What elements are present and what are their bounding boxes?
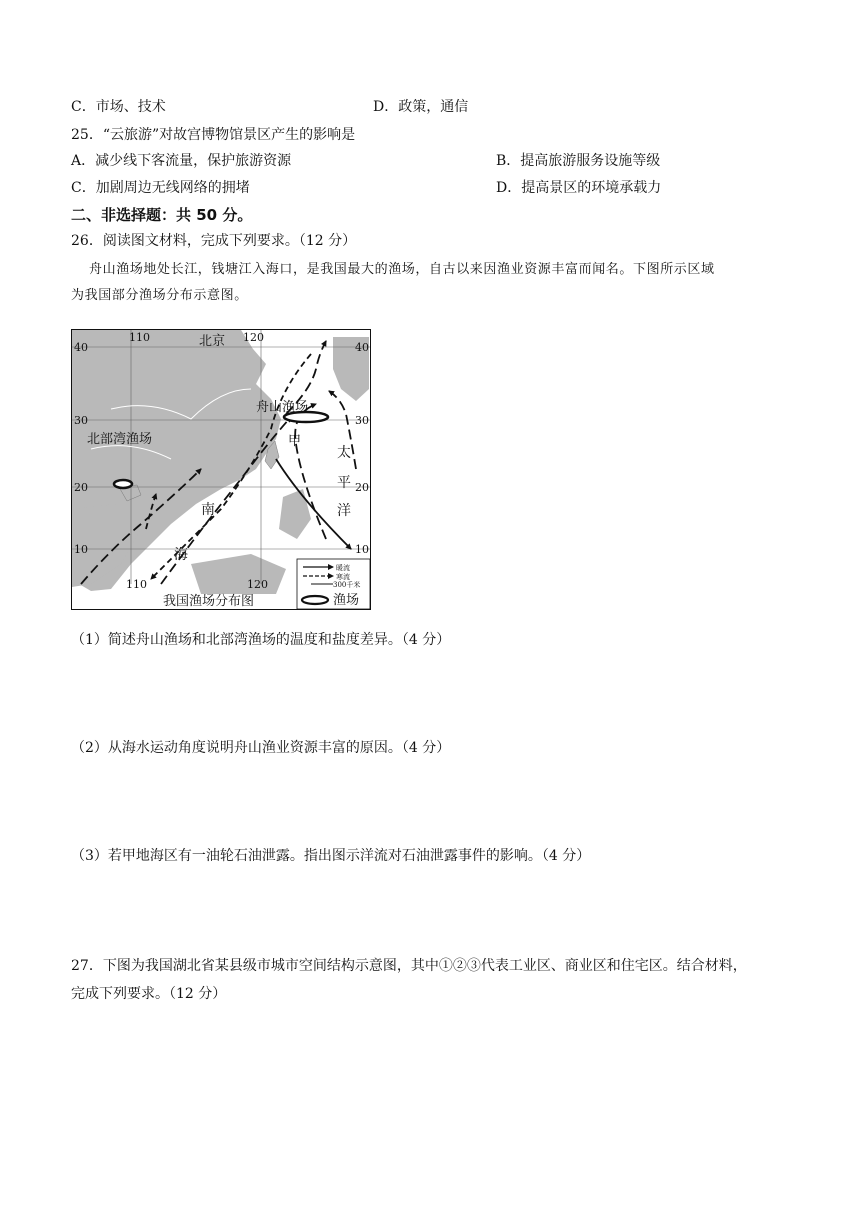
lat-label-10-left: 10 [74,543,88,556]
q26-subquestion-2: （2）从海水运动角度说明舟山渔业资源丰富的原因。（4 分） [71,740,451,756]
q24-option-c: C．市场、技术 [71,99,166,115]
lat-label-20-right: 20 [355,481,369,494]
q25-option-b: B．提高旅游服务设施等级 [496,153,661,169]
label-beijing: 北京 [199,334,226,349]
lat-label-30-left: 30 [74,414,88,427]
beibuwan-fishery-marker [114,480,132,488]
q26-material-line2: 为我国部分渔场分布示意图。 [71,288,248,303]
lon-label-110-bottom: 110 [126,578,147,591]
lat-label-40-right: 40 [355,341,369,354]
lat-label-10-right: 10 [355,543,369,556]
lat-label-20-left: 20 [74,481,88,494]
q27-stem-line2: 完成下列要求。（12 分） [71,986,227,1002]
q24-option-d: D．政策，通信 [373,99,469,115]
q26-stem: 26．阅读图文材料，完成下列要求。（12 分） [71,233,357,249]
map-caption: 我国渔场分布图 [163,594,255,609]
label-hai: 海 [174,547,188,563]
lat-label-30-right: 30 [355,414,369,427]
label-jia: 甲 [288,434,302,449]
lon-label-110-top: 110 [129,331,150,344]
label-zhoushan-fishery: 舟山渔场 [256,400,309,415]
q27-stem-line1: 27．下图为我国湖北省某县级市城市空间结构示意图，其中①②③代表工业区、商业区和住宅区。结合材料， [71,958,747,974]
legend-fishery-symbol [302,596,328,604]
fishery-map-figure [71,329,371,610]
q26-subquestion-1: （1）简述舟山渔场和北部湾渔场的温度和盐度差异。（4 分） [71,632,451,648]
q25-option-c: C．加剧周边无线网络的拥堵 [71,180,250,196]
section-heading: 二、非选择题：共 50 分。 [71,206,253,224]
q25-stem: 25．“云旅游”对故宫博物馆景区产生的影响是 [71,127,356,143]
label-beibuwan-fishery: 北部湾渔场 [87,432,153,447]
q25-option-a: A．减少线下客流量，保护旅游资源 [71,153,292,169]
legend-warm-label: 暖流 [336,564,350,572]
legend-scale-label: 300千米 [333,581,361,589]
label-yang: 洋 [337,503,351,519]
q26-material-line1: 舟山渔场地处长江，钱塘江入海口，是我国最大的渔场，自古以来因渔业资源丰富而闻名。下图所示区域 [89,262,715,277]
legend-cold-label: 寒流 [336,573,350,581]
fishery-map [71,329,371,610]
label-nan: 南 [201,502,215,518]
legend-fishery-label: 渔场 [333,593,360,608]
q26-subquestion-3: （3）若甲地海区有一油轮石油泄露。指出图示洋流对石油泄露事件的影响。（4 分） [71,848,591,864]
q25-option-d: D．提高景区的环境承载力 [496,180,662,196]
label-tai: 太 [337,445,351,461]
lat-label-40-left: 40 [74,341,88,354]
lon-label-120-bottom: 120 [247,578,268,591]
label-ping: 平 [337,475,351,491]
lon-label-120-top: 120 [243,331,264,344]
